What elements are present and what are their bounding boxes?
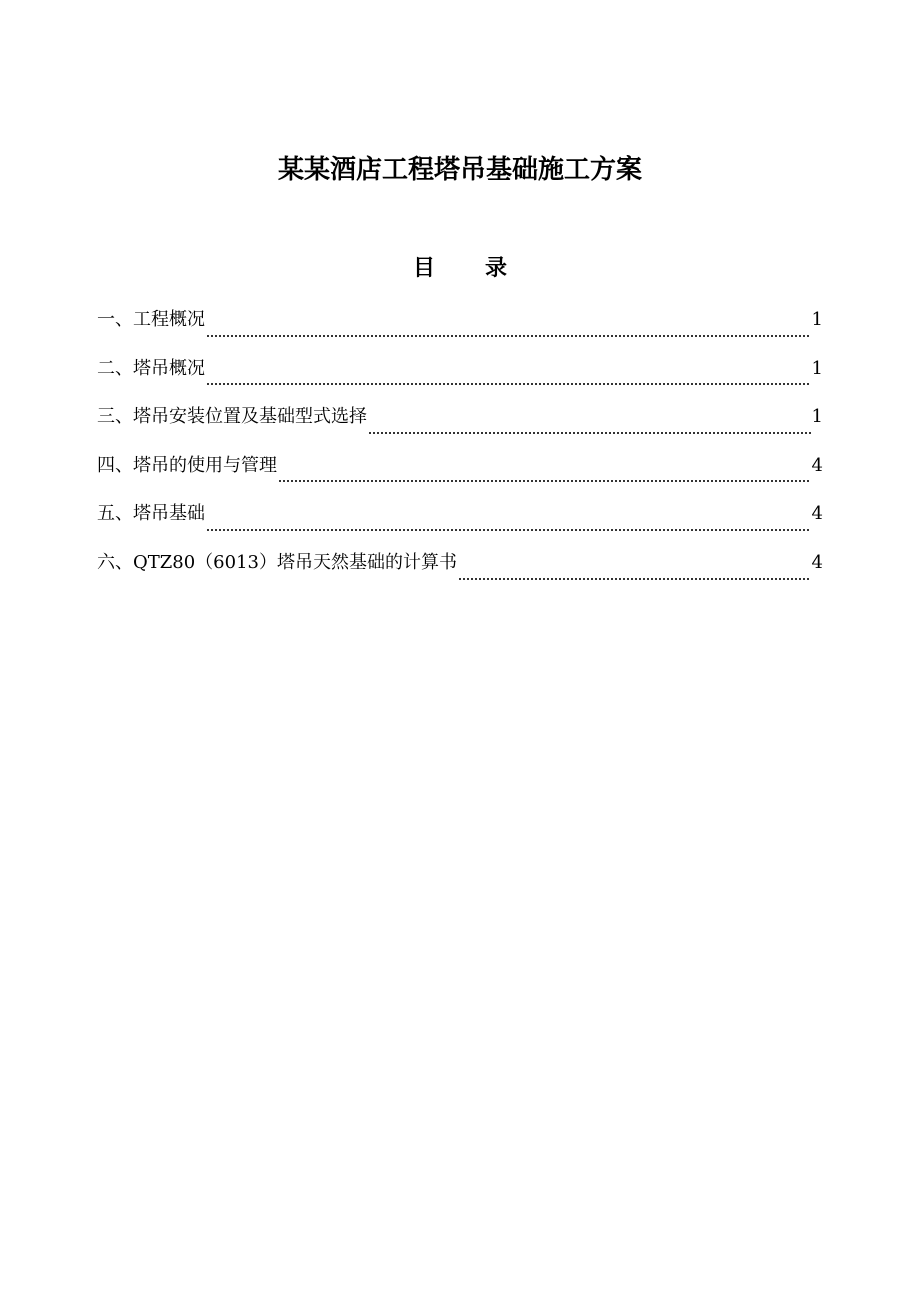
toc-entry-page: 1 [811, 357, 823, 379]
toc-entry-page: 4 [811, 454, 823, 476]
toc-entry-page: 1 [811, 309, 823, 330]
toc-entry-text: 五、塔吊基础 [97, 503, 205, 525]
toc-dot-leader [458, 560, 811, 580]
toc-entry-6[interactable] [97, 545, 823, 594]
toc-dot-leader [206, 365, 811, 385]
toc-dot-leader [206, 317, 811, 337]
toc-entry-text: 一、工程概况 [97, 309, 205, 330]
toc-entry-page: 4 [811, 503, 823, 525]
toc-entry-text: 三、塔吊安装位置及基础型式选择 [97, 406, 367, 428]
toc-dot-leader [278, 462, 811, 482]
toc-entry-3[interactable] [97, 399, 823, 448]
toc-dot-leader [206, 511, 811, 531]
toc-entry-4[interactable] [97, 448, 823, 497]
toc-heading [0, 250, 920, 286]
toc-entry-page: 4 [811, 551, 823, 573]
toc-entry-text: 四、塔吊的使用与管理 [97, 454, 277, 476]
toc-entry-page: 1 [811, 406, 823, 428]
document-title: 某某酒店工程塔吊基础施工方案 [277, 155, 642, 185]
toc-heading-left: 目 [412, 255, 435, 281]
toc-entry-text: 二、塔吊概况 [97, 357, 205, 379]
toc-entry-5[interactable] [97, 496, 823, 545]
toc-list [97, 302, 823, 594]
toc-entry-text: 六、QTZ80（6013）塔吊天然基础的计算书 [97, 551, 457, 573]
toc-entry-2[interactable] [97, 351, 823, 400]
toc-dot-leader [368, 414, 811, 434]
toc-heading-right: 录 [485, 255, 508, 281]
toc-entry-1[interactable] [97, 302, 823, 351]
